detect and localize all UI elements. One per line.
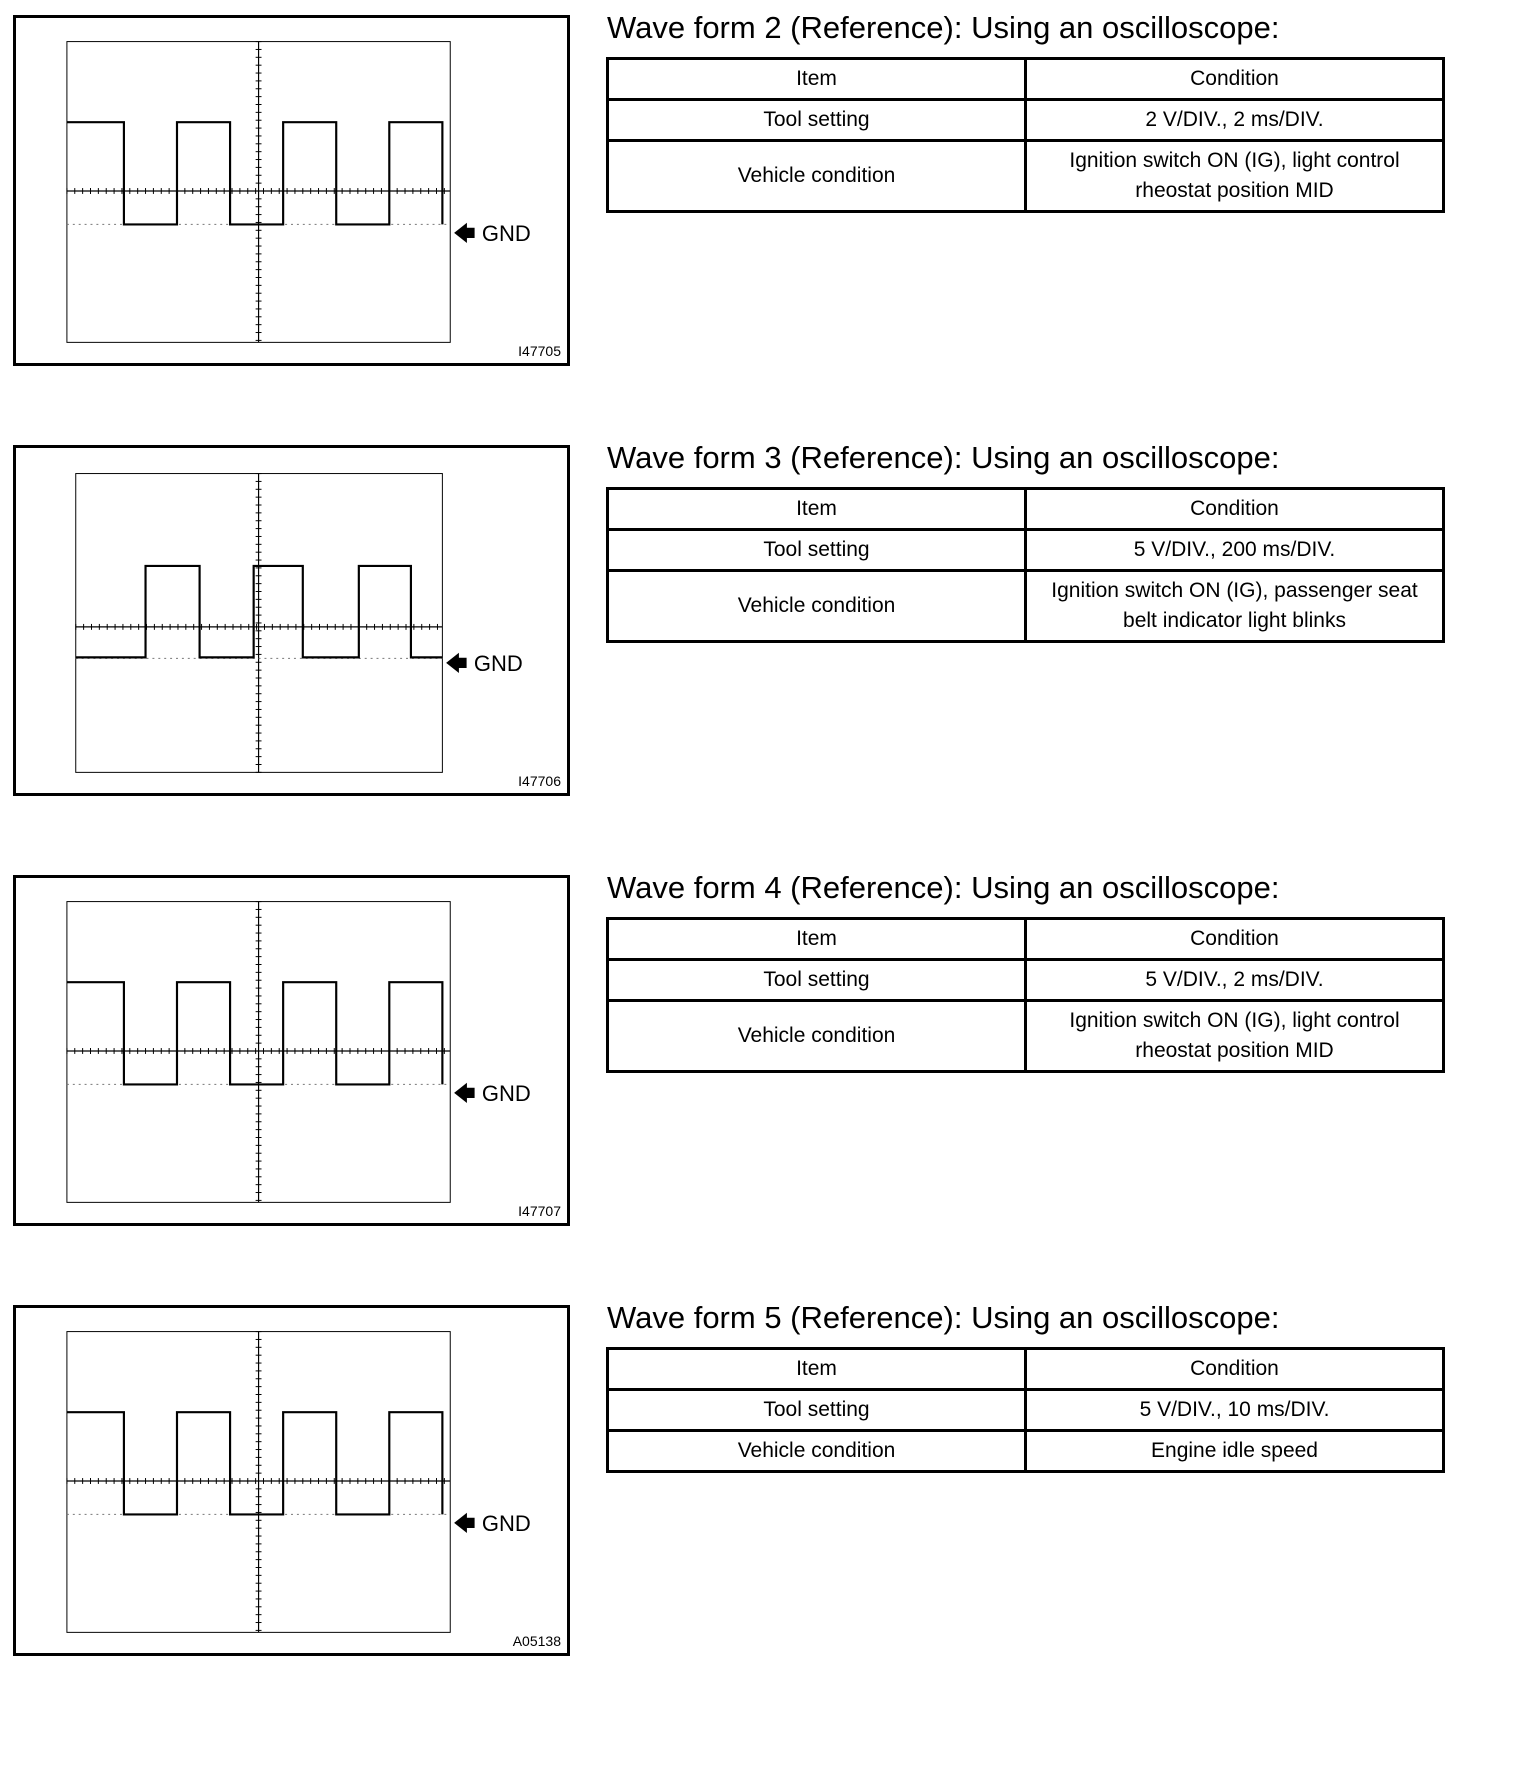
row-item: Vehicle condition: [608, 1431, 1026, 1472]
oscilloscope-figure: [13, 15, 570, 366]
row-condition: 5 V/DIV., 2 ms/DIV.: [1026, 960, 1444, 1001]
row-item: Vehicle condition: [608, 1001, 1026, 1072]
row-condition: 5 V/DIV., 10 ms/DIV.: [1026, 1390, 1444, 1431]
waveform-section-2: [0, 0, 1520, 430]
row-item: Tool setting: [608, 1390, 1026, 1431]
waveform-plot: [16, 1308, 567, 1653]
square-wave-signal: [67, 122, 442, 224]
row-condition: Ignition switch ON (IG), light control rheostat position MID: [1026, 141, 1444, 212]
row-condition: Engine idle speed: [1026, 1431, 1444, 1472]
row-item: Tool setting: [608, 100, 1026, 141]
waveform-section-3: [0, 430, 1520, 860]
waveform-title: Wave form 5 (Reference): Using an oscilloscope:: [607, 1300, 1280, 1335]
gnd-marker: [445, 647, 523, 685]
gnd-marker: [453, 217, 531, 255]
gnd-label: GND: [481, 221, 531, 246]
oscilloscope-figure: [13, 875, 570, 1226]
waveform-section-4: [0, 860, 1520, 1290]
table-row: [608, 1390, 1444, 1431]
row-condition: 5 V/DIV., 200 ms/DIV.: [1026, 530, 1444, 571]
row-item: Vehicle condition: [608, 141, 1026, 212]
condition-table: [606, 487, 1445, 643]
header-item: Item: [608, 489, 1026, 530]
gnd-marker: [453, 1507, 531, 1545]
table-header-row: [608, 919, 1444, 960]
waveform-plot: [16, 878, 567, 1223]
gnd-label: GND: [473, 651, 523, 676]
condition-table: [606, 917, 1445, 1073]
row-item: Tool setting: [608, 960, 1026, 1001]
header-condition: Condition: [1026, 1349, 1444, 1390]
arrow-left-icon: 🡄: [453, 1511, 476, 1536]
arrow-left-icon: 🡄: [453, 221, 476, 246]
row-condition: Ignition switch ON (IG), light control rheostat position MID: [1026, 1001, 1444, 1072]
waveform-title: Wave form 2 (Reference): Using an oscilloscope:: [607, 10, 1280, 45]
gnd-label: GND: [481, 1081, 531, 1106]
table-row: [608, 530, 1444, 571]
table-row: [608, 141, 1444, 212]
arrow-left-icon: 🡄: [445, 651, 468, 676]
header-condition: Condition: [1026, 919, 1444, 960]
table-header-row: [608, 1349, 1444, 1390]
row-item: Tool setting: [608, 530, 1026, 571]
gnd-label: GND: [481, 1511, 531, 1536]
figure-id: I47705: [518, 343, 561, 359]
figure-id: I47707: [518, 1203, 561, 1219]
arrow-left-icon: 🡄: [453, 1081, 476, 1106]
header-item: Item: [608, 1349, 1026, 1390]
header-condition: Condition: [1026, 59, 1444, 100]
figure-id: I47706: [518, 773, 561, 789]
row-item: Vehicle condition: [608, 571, 1026, 642]
table-row: [608, 100, 1444, 141]
table-row: [608, 1431, 1444, 1472]
waveform-section-5: [0, 1290, 1520, 1720]
table-header-row: [608, 59, 1444, 100]
header-item: Item: [608, 919, 1026, 960]
waveform-title: Wave form 4 (Reference): Using an oscilloscope:: [607, 870, 1280, 905]
figure-id: A05138: [512, 1633, 561, 1649]
table-row: [608, 960, 1444, 1001]
gnd-marker: [453, 1077, 531, 1115]
row-condition: Ignition switch ON (IG), passenger seat belt indicator light blinks: [1026, 571, 1444, 642]
condition-table: [606, 57, 1445, 213]
header-condition: Condition: [1026, 489, 1444, 530]
waveform-title: Wave form 3 (Reference): Using an oscilloscope:: [607, 440, 1280, 475]
table-row: [608, 571, 1444, 642]
table-row: [608, 1001, 1444, 1072]
waveform-plot: [16, 18, 567, 363]
square-wave-signal: [67, 982, 442, 1084]
table-header-row: [608, 489, 1444, 530]
square-wave-signal: [67, 1412, 442, 1514]
oscilloscope-figure: [13, 445, 570, 796]
oscilloscope-figure: [13, 1305, 570, 1656]
row-condition: 2 V/DIV., 2 ms/DIV.: [1026, 100, 1444, 141]
header-item: Item: [608, 59, 1026, 100]
condition-table: [606, 1347, 1445, 1473]
waveform-plot: [16, 448, 567, 793]
